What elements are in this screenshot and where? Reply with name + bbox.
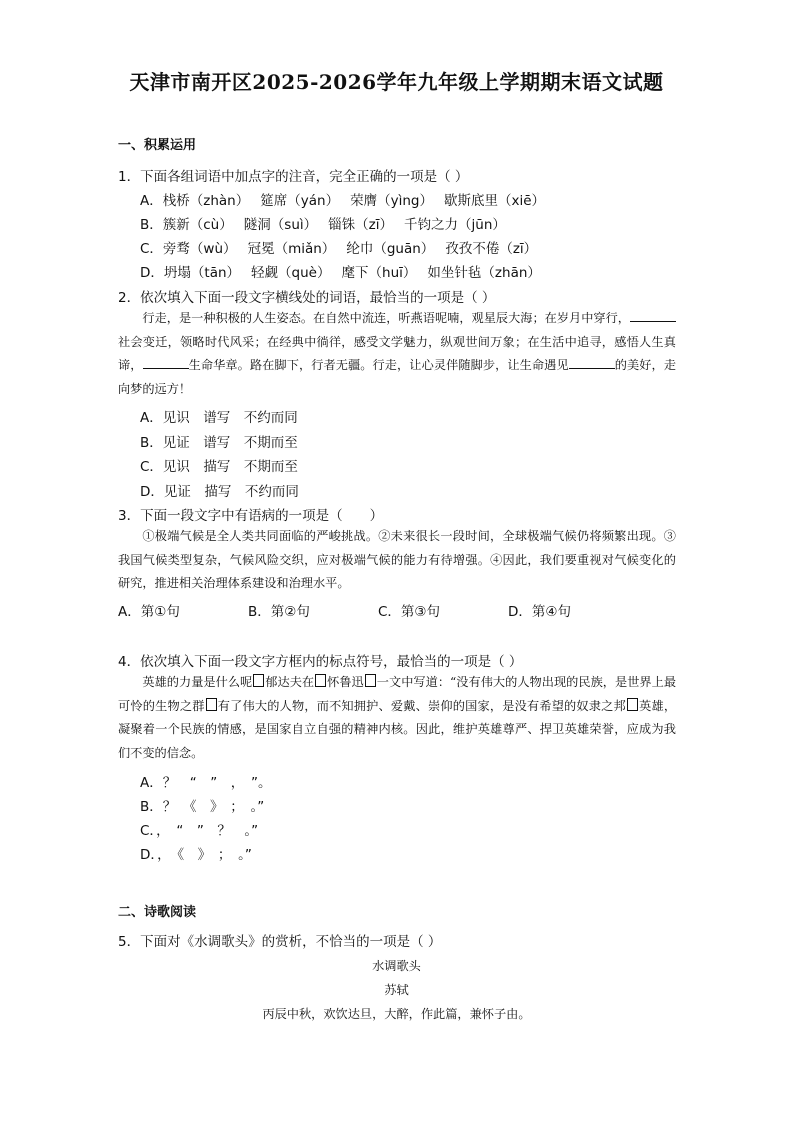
question-3-options	[118, 600, 638, 620]
poem-title: 水调歌头	[372, 959, 421, 973]
question-2-stem: 2．依次填入下面一段文字横线处的词语，最恰当的一项是（ ）	[118, 290, 496, 306]
punctuation-box-2	[315, 674, 326, 687]
punctuation-box-3	[365, 674, 376, 687]
question-2-option-d: D．见证 描写 不约而同	[140, 484, 299, 500]
passage-text: 行走，是一种积极的人生姿态。在自然中流连，听燕语呢喃，观星辰大海；在岁月中穿行，	[142, 311, 630, 325]
question-1-option-a: A．栈桥（zhàn） 筵席（yán） 荣膺（yìng） 歇斯底里（xiē）	[140, 193, 546, 209]
question-5-stem: 5．下面对《水调歌头》的赏析，不恰当的一项是（ ）	[118, 934, 442, 950]
passage-text: 生命华章。路在脚下，行者无疆。行走，让心灵伴随脚步，让生命遇见	[188, 358, 569, 372]
section-heading-poetry: 二、诗歌阅读	[118, 905, 197, 920]
question-4-option-d: D．， 《 》 ； 。”	[140, 847, 252, 863]
punctuation-box-1	[253, 674, 264, 687]
passage-text: 社会变迁，领略时代风采；在经典中徜徉，感受文学魅力，纵观世间万象；在生活中追寻，感悟人生真谛，	[118, 334, 676, 372]
question-1-option-c: C．旁骛（wù） 冠冕（miǎn） 纶巾（guān） 孜孜不倦（zī）	[140, 241, 538, 257]
passage-text: 英雄的力量是什么呢	[142, 675, 253, 689]
question-4-passage	[118, 671, 676, 765]
fill-blank-2	[143, 356, 189, 369]
question-3-option-a: A．第①句	[118, 604, 180, 620]
question-2-option-b: B．见证 谱写 不期而至	[140, 435, 298, 451]
question-3-stem: 3．下面一段文字中有语病的一项是（ ）	[118, 508, 384, 524]
passage-text: 一文中写道：“没有伟大的人物出现的民族，是世界上最可怜的生物之群	[118, 675, 677, 713]
question-4-option-b: B．？ 《 》 ； 。”	[140, 799, 265, 815]
question-1-stem: 1．下面各组词语中加点字的注音，完全正确的一项是（ ）	[118, 169, 469, 185]
fill-blank-3	[569, 356, 615, 369]
passage-text: 有了伟大的人物，而不知拥护、爱戴、崇仰的国家，是没有希望的奴隶之邦	[217, 698, 626, 713]
fill-blank-1	[630, 309, 676, 322]
question-1-option-d: D．坍塌（tān） 轻觑（què） 麾下（huī） 如坐针毡（zhān）	[140, 265, 541, 281]
question-2-option-c: C．见识 描写 不期而至	[140, 459, 298, 475]
passage-text: 怀鲁迅	[327, 675, 364, 689]
passage-text: 郁达夫在	[265, 675, 315, 689]
question-2-passage	[118, 307, 676, 401]
poem-author: 苏轼	[384, 983, 409, 997]
question-3-option-d: D．第④句	[508, 604, 571, 620]
question-1-option-b: B．簇新（cù） 隧洞（suì） 锱铢（zī） 千钧之力（jūn）	[140, 217, 506, 233]
question-2-option-a: A．见识 谱写 不约而同	[140, 410, 298, 426]
punctuation-box-4	[206, 698, 217, 711]
question-3-option-b: B．第②句	[248, 604, 310, 620]
question-3-option-c: C．第③句	[378, 604, 441, 620]
passage-text: 英雄，凝聚着一个民族的情感，是国家自立自强的精神内核。因此，维护英雄尊严、捍卫英雄荣誉，应成为我们不变的信念。	[118, 698, 677, 760]
question-4-option-c: C．， “ ” ？ 。”	[140, 823, 259, 839]
passage-text: 的美好，走向梦的远方！	[118, 358, 677, 396]
section-heading-accumulation: 一、积累运用	[118, 138, 197, 153]
punctuation-box-5	[627, 698, 638, 711]
question-4-stem: 4．依次填入下面一段文字方框内的标点符号，最恰当的一项是（ ）	[118, 654, 523, 670]
question-4-option-a: A．？ “ ” ， ”。	[140, 775, 272, 791]
page-title: 天津市南开区2025-2026学年九年级上学期期末语文试题	[129, 70, 664, 94]
poem-preface: 丙辰中秋，欢饮达旦，大醉，作此篇，兼怀子由。	[262, 1007, 531, 1021]
question-3-passage: ①极端气候是全人类共同面临的严峻挑战。②未来很长一段时间，全球极端气候仍将频繁出现。③我国气候类型复杂，气候风险交织，应对极端气候的能力有待增强。④因此，我们要重视对气候变化的研究，推进相关治理体系建设和治理水平。	[118, 529, 676, 590]
